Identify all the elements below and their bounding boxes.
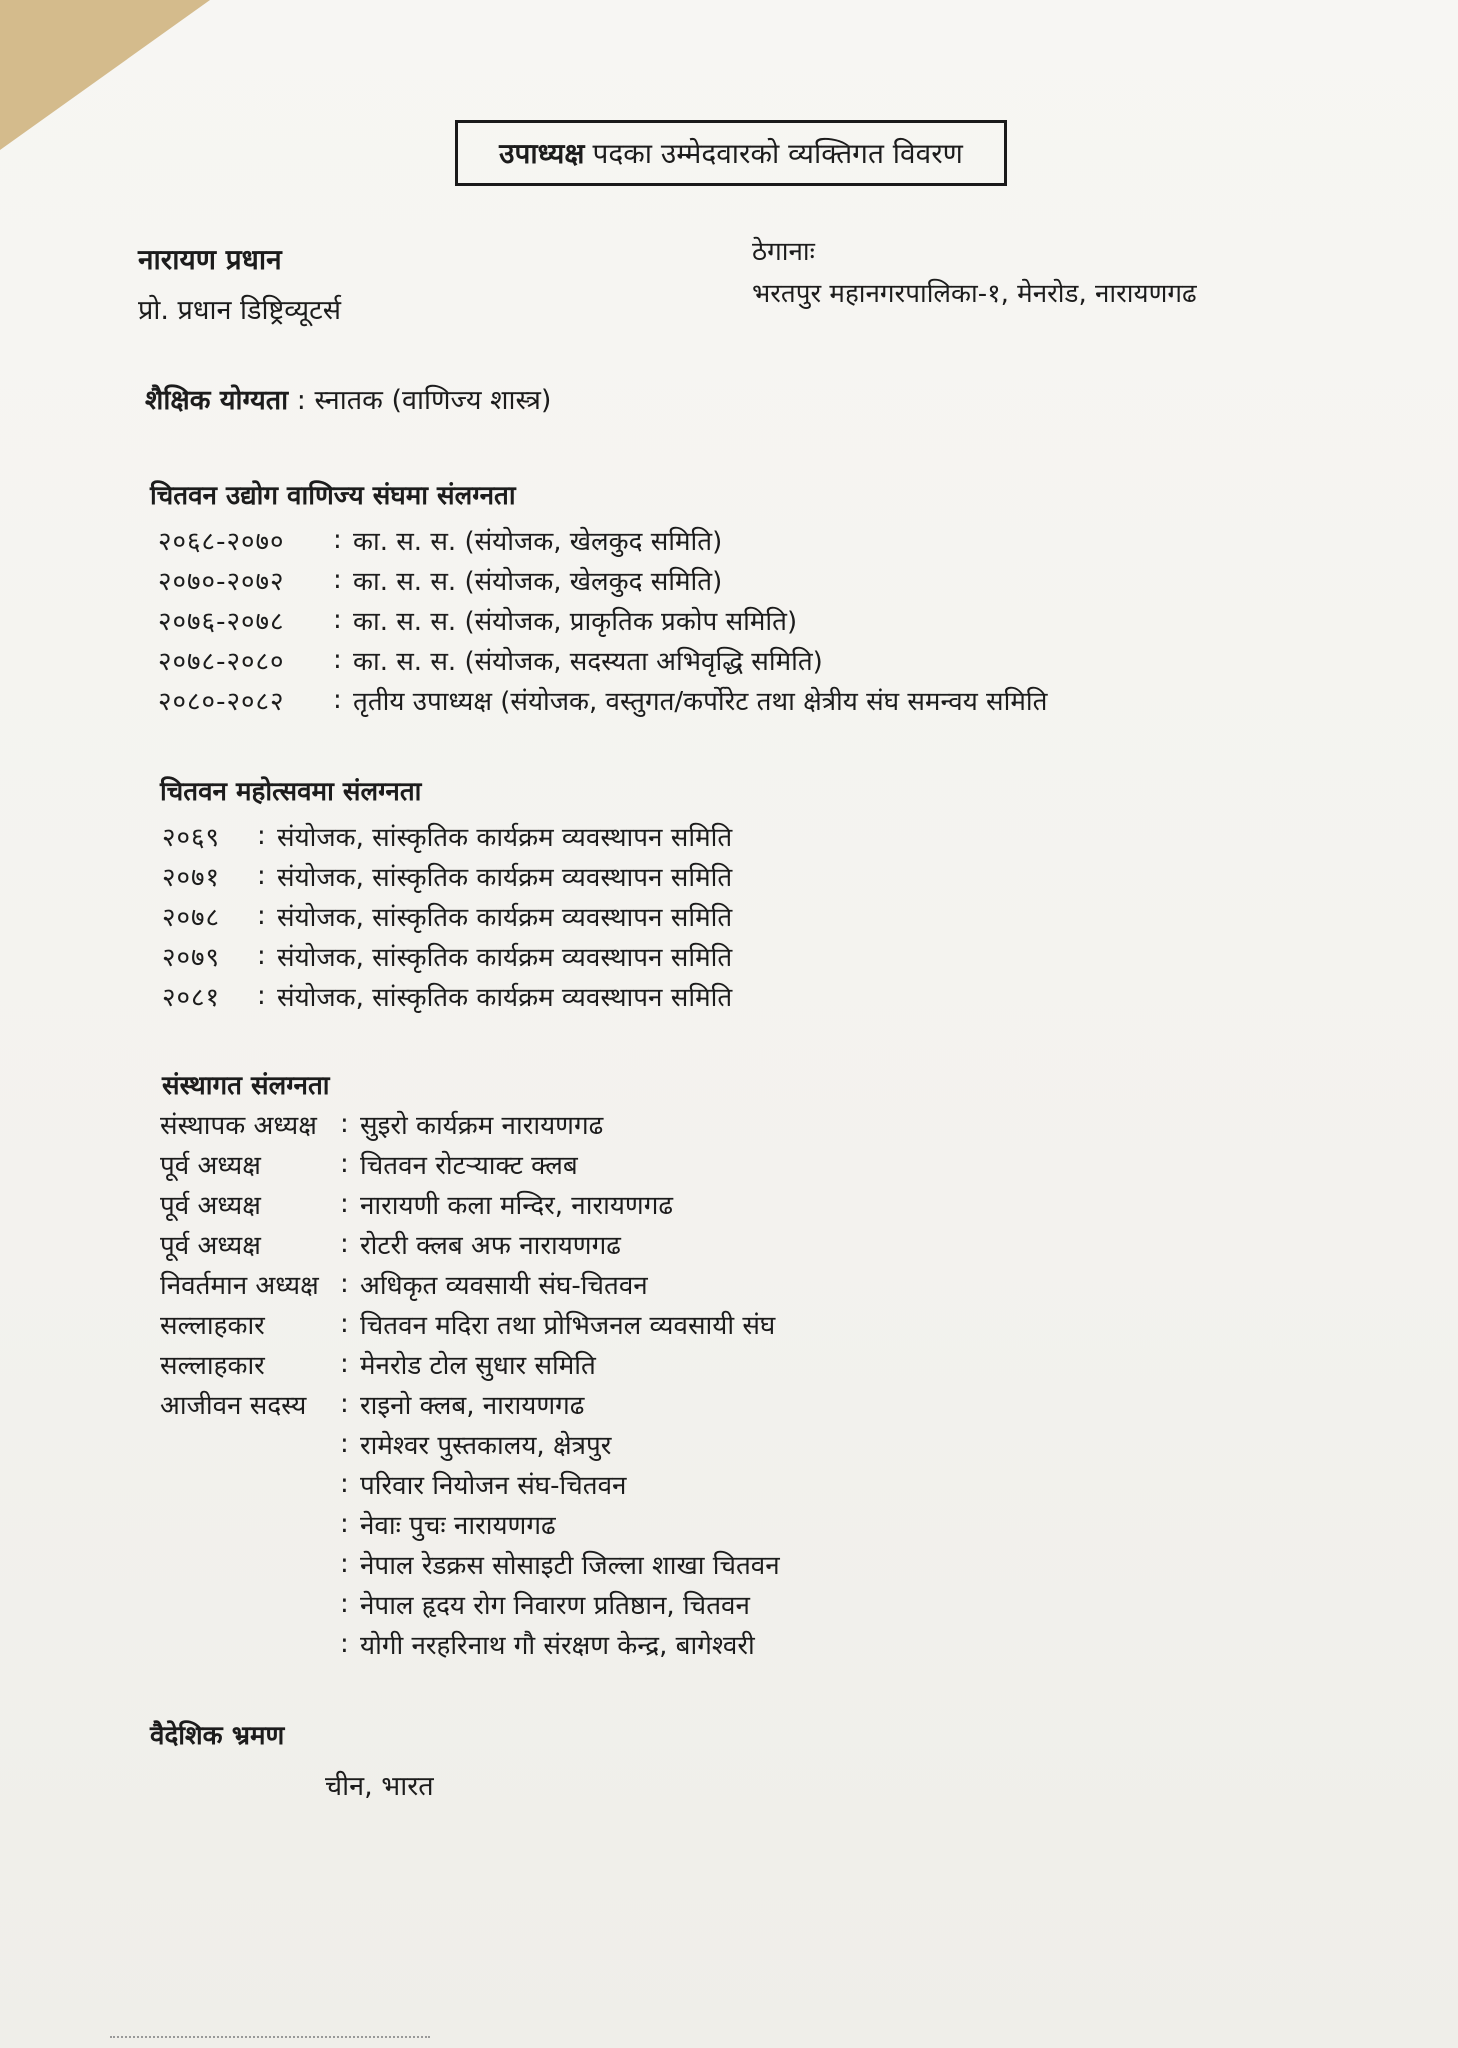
separator: : [340, 1629, 349, 1659]
festival-year: २०६९ [162, 823, 221, 853]
separator: : [340, 1149, 349, 1179]
list-item [158, 680, 1047, 720]
institutional-heading: संस्थागत संलग्नता [162, 1071, 330, 1101]
inst-org: अधिकृत व्यवसायी संघ-चितवन [360, 1271, 648, 1301]
list-item [162, 976, 732, 1016]
chamber-role: तृतीय उपाध्यक्ष (संयोजक, वस्तुगत/कर्पोरेट तथा क्षेत्रीय संघ समन्वय समिति [353, 687, 1048, 717]
inst-org: चितवन रोटर्‍याक्ट क्लब [360, 1151, 578, 1181]
chamber-list [158, 520, 1047, 720]
inst-org: राइनो क्लब, नारायणगढ [360, 1391, 585, 1421]
title-bold: उपाध्यक्ष [499, 137, 585, 170]
address-label: ठेगानाः [752, 237, 815, 267]
inst-org: रामेश्वर पुस्तकालय, क्षेत्रपुर [360, 1431, 612, 1461]
address-value: भरतपुर महानगरपालिका-१, मेनरोड, नारायणगढ [752, 279, 1197, 309]
inst-role: पूर्व अध्यक्ष [160, 1151, 261, 1181]
chamber-role: का. स. स. (संयोजक, खेलकुद समिति) [353, 527, 723, 557]
list-item [160, 1344, 780, 1384]
separator: : [333, 685, 342, 715]
chamber-years: २०८०-२०८२ [158, 687, 285, 717]
separator: : [340, 1549, 349, 1579]
festival-heading: चितवन महोत्सवमा संलग्नता [160, 777, 422, 807]
title-rest: पदका उम्मेदवारको व्यक्तिगत विवरण [592, 137, 963, 170]
education-label: शैक्षिक योग्यता [145, 385, 289, 416]
separator: : [257, 861, 266, 891]
festival-year: २०७१ [162, 863, 221, 893]
inst-org: मेनरोड टोल सुधार समिति [360, 1351, 596, 1381]
list-item [160, 1584, 780, 1624]
separator: : [340, 1429, 349, 1459]
list-item [162, 896, 732, 936]
list-item [160, 1104, 780, 1144]
inst-org: सुइरो कार्यक्रम नारायणगढ [360, 1111, 604, 1141]
separator: : [340, 1109, 349, 1139]
list-item [162, 856, 732, 896]
list-item [158, 640, 1047, 680]
inst-org: नेवाः पुचः नारायणगढ [360, 1511, 556, 1541]
inst-role: पूर्व अध्यक्ष [160, 1231, 261, 1261]
festival-role: संयोजक, सांस्कृतिक कार्यक्रम व्यवस्थापन समिति [277, 903, 733, 933]
separator: : [340, 1229, 349, 1259]
separator: : [340, 1589, 349, 1619]
festival-list [162, 816, 732, 1016]
chamber-heading: चितवन उद्योग वाणिज्य संघमा संलग्नता [150, 481, 516, 511]
candidate-company: प्रो. प्रधान डिष्ट्रिव्यूटर्स [138, 295, 342, 326]
festival-year: २०७८ [162, 903, 221, 933]
separator: : [257, 901, 266, 931]
inst-org: नेपाल रेडक्रस सोसाइटी जिल्ला शाखा चितवन [360, 1551, 780, 1581]
inst-role: सल्लाहकार [160, 1351, 265, 1381]
separator: : [333, 565, 342, 595]
list-item [160, 1624, 780, 1664]
travel-heading: वैदेशिक भ्रमण [150, 1721, 285, 1751]
inst-role: आजीवन सदस्य [160, 1391, 307, 1421]
separator: : [340, 1389, 349, 1419]
separator: : [257, 941, 266, 971]
separator: : [340, 1349, 349, 1379]
chamber-role: का. स. स. (संयोजक, प्राकृतिक प्रकोप समिति) [353, 607, 798, 637]
inst-org: योगी नरहरिनाथ गौ संरक्षण केन्द्र, बागेश्वरी [360, 1631, 755, 1661]
education-separator: : [296, 385, 306, 416]
festival-role: संयोजक, सांस्कृतिक कार्यक्रम व्यवस्थापन समिति [277, 983, 733, 1013]
candidate-name: नारायण प्रधान [138, 243, 282, 276]
education-value: स्नातक (वाणिज्य शास्त्र) [314, 385, 552, 416]
page-corner-fold [0, 0, 210, 150]
institutional-list [160, 1104, 780, 1664]
separator: : [333, 525, 342, 555]
separator: : [340, 1469, 349, 1499]
chamber-role: का. स. स. (संयोजक, सदस्यता अभिवृद्धि समिति) [353, 647, 823, 677]
inst-org: परिवार नियोजन संघ-चितवन [360, 1471, 627, 1501]
inst-role: निवर्तमान अध्यक्ष [160, 1271, 319, 1301]
separator: : [333, 645, 342, 675]
inst-org: चितवन मदिरा तथा प्रोभिजनल व्यवसायी संघ [360, 1311, 776, 1341]
festival-role: संयोजक, सांस्कृतिक कार्यक्रम व्यवस्थापन समिति [277, 863, 733, 893]
separator: : [257, 981, 266, 1011]
separator: : [333, 605, 342, 635]
list-item [160, 1304, 780, 1344]
list-item [162, 816, 732, 856]
document-title [455, 120, 1007, 186]
inst-org: नारायणी कला मन्दिर, नारायणगढ [360, 1191, 673, 1221]
list-item [158, 560, 1047, 600]
chamber-years: २०७८-२०८० [158, 647, 285, 677]
list-item [158, 600, 1047, 640]
list-item [160, 1264, 780, 1304]
inst-role: संस्थापक अध्यक्ष [160, 1111, 317, 1141]
list-item [160, 1184, 780, 1224]
list-item [160, 1224, 780, 1264]
festival-role: संयोजक, सांस्कृतिक कार्यक्रम व्यवस्थापन समिति [277, 823, 733, 853]
inst-role: पूर्व अध्यक्ष [160, 1191, 261, 1221]
list-item [160, 1504, 780, 1544]
list-item [160, 1424, 780, 1464]
chamber-years: २०७६-२०७८ [158, 607, 285, 637]
separator: : [340, 1269, 349, 1299]
list-item [160, 1144, 780, 1184]
education-line [145, 380, 551, 417]
list-item [160, 1384, 780, 1424]
festival-role: संयोजक, सांस्कृतिक कार्यक्रम व्यवस्थापन समिति [277, 943, 733, 973]
separator: : [257, 821, 266, 851]
separator: : [340, 1509, 349, 1539]
festival-year: २०७९ [162, 943, 221, 973]
inst-org: नेपाल हृदय रोग निवारण प्रतिष्ठान, चितवन [360, 1591, 750, 1621]
chamber-years: २०६८-२०७० [158, 527, 285, 557]
footer-divider [110, 2036, 430, 2038]
list-item [160, 1544, 780, 1584]
list-item [158, 520, 1047, 560]
chamber-role: का. स. स. (संयोजक, खेलकुद समिति) [353, 567, 723, 597]
separator: : [340, 1309, 349, 1339]
travel-value: चीन, भारत [325, 1771, 434, 1802]
chamber-years: २०७०-२०७२ [158, 567, 285, 597]
inst-role: सल्लाहकार [160, 1311, 265, 1341]
list-item [162, 936, 732, 976]
list-item [160, 1464, 780, 1504]
separator: : [340, 1189, 349, 1219]
inst-org: रोटरी क्लब अफ नारायणगढ [360, 1231, 621, 1261]
festival-year: २०८१ [162, 983, 221, 1013]
